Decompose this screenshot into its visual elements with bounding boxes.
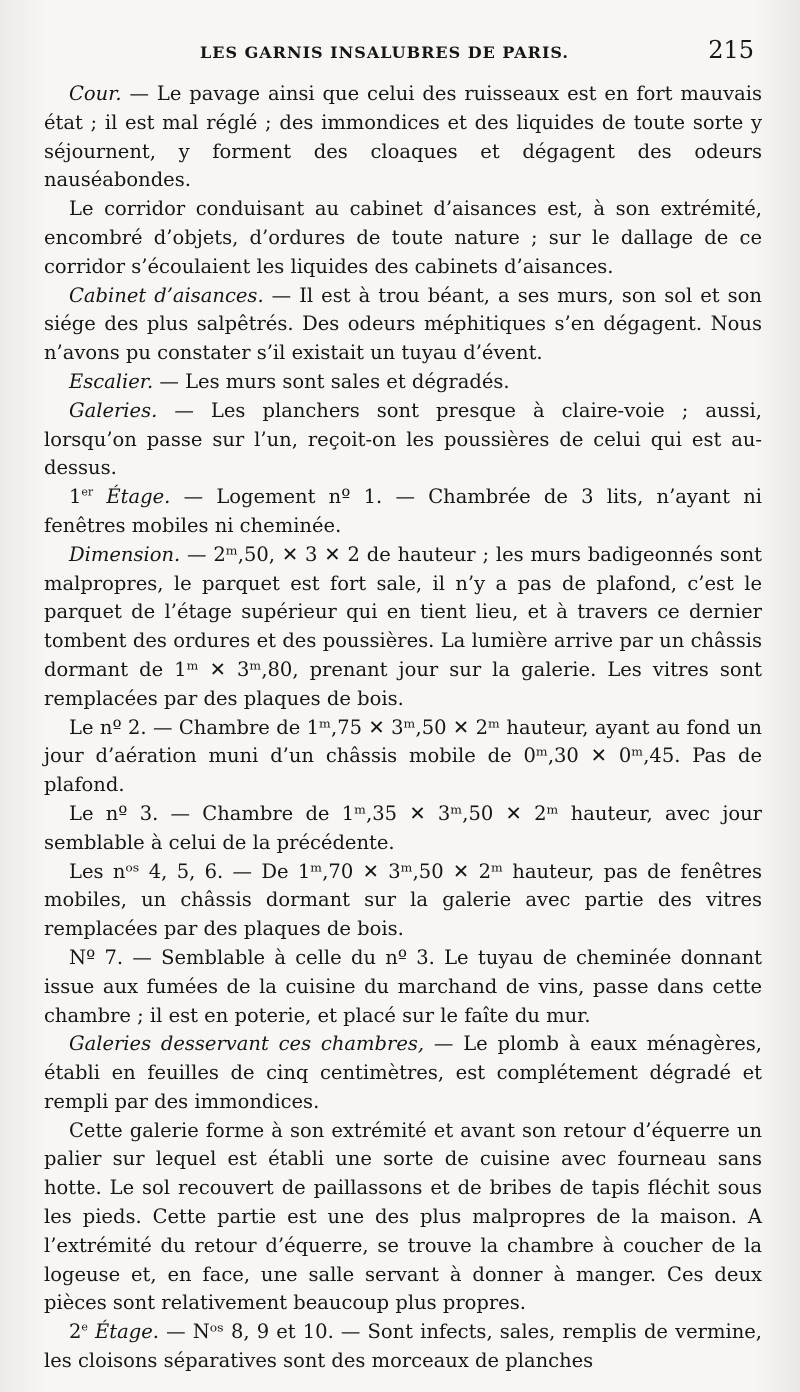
paragraph-text: — Il est à trou béant, a ses murs, son sol et son siége des plus salpêtrés. Des odeurs méphitiques s’en dégagent. Nous n’avons pu constater s’il existait un tuyau d’évent. (44, 283, 762, 365)
paragraph-chambre-3 (44, 800, 762, 858)
paragraph-text: — Nᵒˢ 8, 9 et 10. — Sont infects, sales, remplis de vermine, les cloisons séparatives sont des morceaux de planches (44, 1320, 762, 1373)
paragraph-chambres-4-5-6 (44, 858, 762, 944)
paragraph-cabinet (44, 282, 762, 368)
paragraph-text: — Le plomb à eaux ménagères, établi en feuilles de cinq centimètres, est complétement dégradé et rempli par des immondices. (44, 1032, 763, 1113)
paragraph-lead-superscript: er (81, 485, 94, 499)
paragraph-lead: Galeries. (69, 398, 158, 422)
paragraph-escalier (44, 368, 762, 397)
paragraph-lead: Escalier. (69, 369, 154, 393)
paragraph-chambre-2 (44, 714, 762, 800)
paragraph-lead-number: 1 (69, 485, 82, 509)
running-title: LES GARNIS INSALUBRES DE PARIS. (200, 43, 569, 62)
paragraph-galerie-extremite (44, 1117, 762, 1319)
paragraph-text: — Le pavage ainsi que celui des ruisseaux est en fort mauvais état ; il est mal réglé ; des immondices et des liquides de toute sorte y séjournent, y forment des cloaques et dégagent des odeurs nauséabondes. (44, 82, 762, 192)
paragraph-lead: Étage. (93, 485, 171, 509)
paragraph-galeries-chambres (44, 1030, 762, 1116)
paragraph-lead-number: 2 (69, 1320, 82, 1344)
paragraph-text: Le nº 2. — Chambre de 1ᵐ,75 ✕ 3ᵐ,50 ✕ 2ᵐ hauteur, ayant au fond un jour d’aération muni d’un châssis mobile de 0ᵐ,30 ✕ 0ᵐ,45. Pas de plafond. (44, 715, 762, 797)
paragraph-lead: Galeries desservant ces chambres, (69, 1032, 425, 1056)
paragraph-text: Le corridor conduisant au cabinet d’aisances est, à son extrémité, encombré d’objets, d’ordures de toute nature ; sur le dallage de ce corridor s’écoulaient les liquides des cabinets d’aisances. (44, 197, 762, 278)
paragraph-text: — Les planchers sont presque à claire-voie ; aussi, lorsqu’on passe sur l’un, reçoit-on les poussières de celui qui est au-dessus. (44, 398, 762, 480)
paragraph-text: Nº 7. — Semblable à celle du nº 3. Le tuyau de cheminée donnant issue aux fumées de la cuisine du marchand de vins, passe dans cette chambre ; il est en poterie, et placé sur le faîte du mur. (44, 945, 762, 1027)
paragraph-chambre-7 (44, 944, 762, 1030)
paragraph-text: Le nº 3. — Chambre de 1ᵐ,35 ✕ 3ᵐ,50 ✕ 2ᵐ hauteur, avec jour semblable à celui de la précédente. (44, 801, 762, 854)
paragraph-corridor (44, 195, 762, 281)
paragraph-galeries (44, 397, 762, 483)
page-number: 215 (708, 36, 754, 64)
page-header (44, 36, 762, 80)
paragraph-lead: Étage. (87, 1320, 159, 1344)
paragraph-text: Cette galerie forme à son extrémité et avant son retour d’équerre un palier sur lequel est établi une sorte de cuisine avec fourneau sans hotte. Le sol recouvert de paillassons et de bribes de tapis fléchit sous les pieds. Cette partie est une des plus malpropres de la maison. A l’extrémité du retour d’équerre, se trouve la chambre à coucher de la logeuse et, en face, une salle servant à donner à manger. Ces deux pièces sont relativement beaucoup plus propres. (44, 1118, 762, 1315)
paragraph-lead-superscript: e (81, 1320, 88, 1334)
paragraph-deuxieme-etage (44, 1318, 762, 1376)
paragraph-lead: Dimension. (69, 542, 181, 566)
page-body (44, 80, 762, 1376)
paragraph-text: Les nᵒˢ 4, 5, 6. — De 1ᵐ,70 ✕ 3ᵐ,50 ✕ 2ᵐ hauteur, pas de fenêtres mobiles, un châssis dormant sur la galerie avec partie des vitres remplacées par des plaques de bois. (44, 859, 762, 941)
paragraph-text: — Les murs sont sales et dégradés. (153, 369, 510, 393)
paragraph-premier-etage (44, 483, 762, 541)
paragraph-lead: Cabinet d’aisances. (69, 283, 264, 307)
paragraph-cour (44, 80, 762, 195)
paragraph-dimension (44, 541, 762, 714)
paragraph-text: — Logement nº 1. — Chambrée de 3 lits, n’ayant ni fenêtres mobiles ni cheminée. (44, 485, 762, 537)
paragraph-text: — 2ᵐ,50, ✕ 3 ✕ 2 de hauteur ; les murs badigeonnés sont malpropres, le parquet est fort sale, il n’y a pas de plafond, c’est le parquet de l’étage supérieur qui en tient lieu, et à travers ce dernier tombent des ordures et des poussières. La lumière arrive par un châssis dormant de 1ᵐ ✕ 3ᵐ,80, prenant jour sur la galerie. Les vitres sont remplacées par des plaques de bois. (44, 542, 762, 710)
paragraph-lead: Cour. (69, 82, 122, 105)
